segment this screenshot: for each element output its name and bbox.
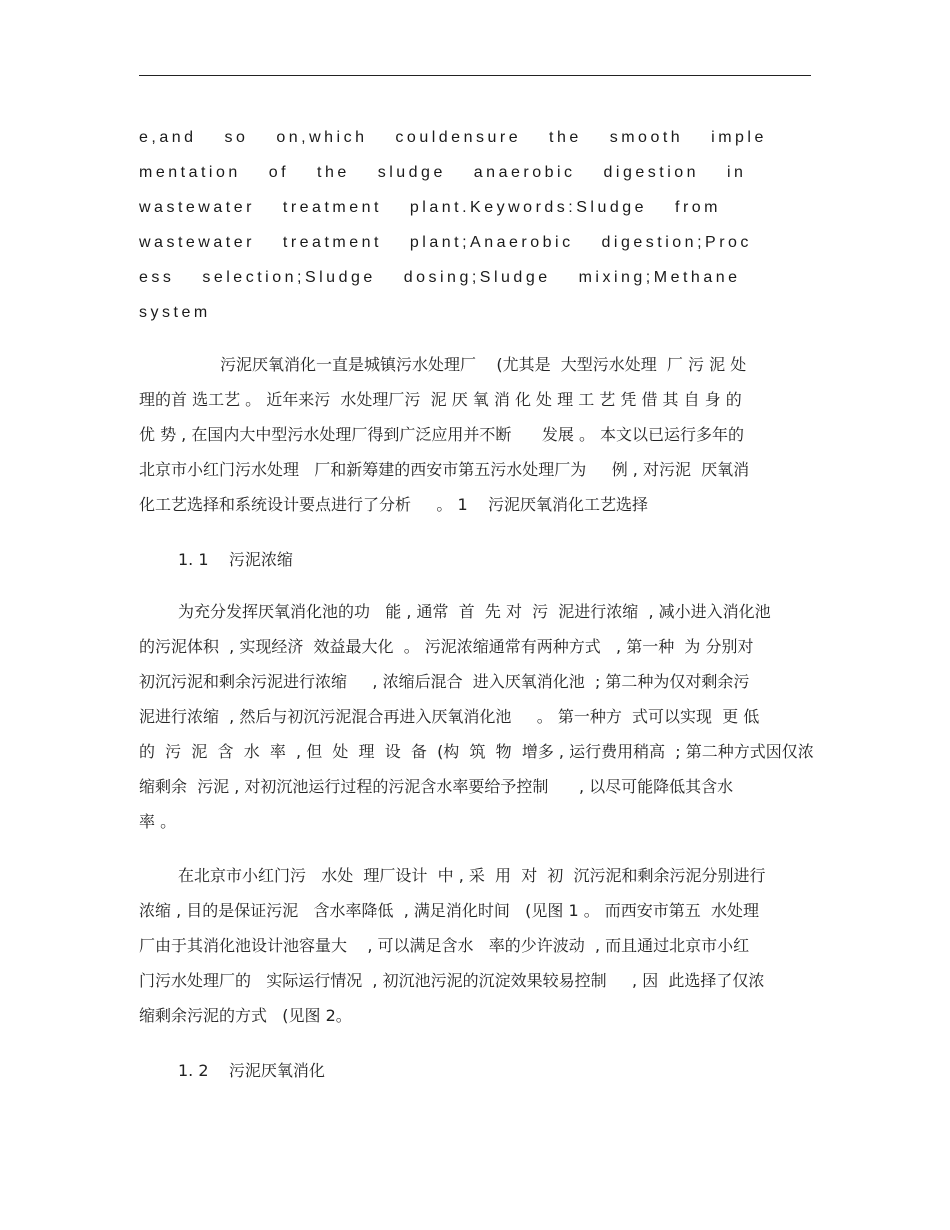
abstract-line: mentation of the sludge anaerobic digestion in <box>139 164 747 181</box>
paragraph-line: 初沉污泥和剩余污泥进行浓缩 , 浓缩后混合 进入厌氧消化池 ; 第二种为仅对剩余污 <box>139 672 750 691</box>
section-heading-1-1: 1. 1 污泥浓缩 <box>178 550 293 569</box>
paragraph-line: 为充分发挥厌氧消化池的功 能 , 通常 首 先 对 污 泥进行浓缩 , 减小进入消化池 <box>178 602 771 621</box>
paragraph-line: 浓缩 , 目的是保证污泥 含水率降低 , 满足消化时间 (见图 1 。 而西安市第五 水处理 <box>139 901 759 920</box>
intro-line: 污泥厌氧消化一直是城镇污水处理厂 (尤其是 大型污水处理 厂 污 泥 处 <box>220 355 747 374</box>
paragraph-line: 率 。 <box>139 812 177 831</box>
intro-line: 理的首 选工艺 。 近年来污 水处理厂污 泥 厌 氧 消 化 处 理 工 艺 凭 借 其 自 身 的 <box>139 390 742 409</box>
paragraph-line: 缩剩余污泥的方式 (见图 2。 <box>139 1006 352 1025</box>
paragraph-line: 的 污 泥 含 水 率 , 但 处 理 设 备 (构 筑 物 增多 , 运行费用稍高 ; 第二种方式因仅浓 <box>139 742 814 761</box>
intro-line: 优 势 , 在国内大中型污水处理厂得到广泛应用并不断 发展 。 本文以已运行多年的 <box>139 425 745 444</box>
abstract-line: wastewater treatment plant.Keywords:Sludge from <box>139 199 721 216</box>
paragraph-line: 厂由于其消化池设计池容量大 , 可以满足含水 率的少许波动 , 而且通过北京市小红 <box>139 936 750 955</box>
section-heading-1-2: 1. 2 污泥厌氧消化 <box>178 1061 325 1080</box>
paragraph-line: 在北京市小红门污 水处 理厂设计 中 , 采 用 对 初 沉污泥和剩余污泥分别进行 <box>178 866 766 885</box>
paragraph-line: 的污泥体积 , 实现经济 效益最大化 。 污泥浓缩通常有两种方式 , 第一种 为 分别对 <box>139 637 754 656</box>
header-rule <box>139 75 811 76</box>
paragraph-line: 门污水处理厂的 实际运行情况 , 初沉池污泥的沉淀效果较易控制 , 因 此选择了仅浓 <box>139 971 765 990</box>
paragraph-line: 泥进行浓缩 , 然后与初沉污泥混合再进入厌氧消化池 。 第一种方 式可以实现 更 低 <box>139 707 760 726</box>
intro-line: 北京市小红门污水处理 厂和新筹建的西安市第五污水处理厂为 例 , 对污泥 厌氧消 <box>139 460 750 479</box>
abstract-line: ess selection;Sludge dosing;Sludge mixing;Methane <box>139 269 741 286</box>
abstract-line: system <box>139 304 211 321</box>
abstract-line: e,and so on,which couldensure the smooth imple <box>139 129 767 146</box>
abstract-line: wastewater treatment plant;Anaerobic digestion;Proc <box>139 234 752 251</box>
intro-line: 化工艺选择和系统设计要点进行了分析 。 1 污泥厌氧消化工艺选择 <box>139 495 649 514</box>
paragraph-line: 缩剩余 污泥 , 对初沉池运行过程的污泥含水率要给予控制 , 以尽可能降低其含水 <box>139 777 734 796</box>
